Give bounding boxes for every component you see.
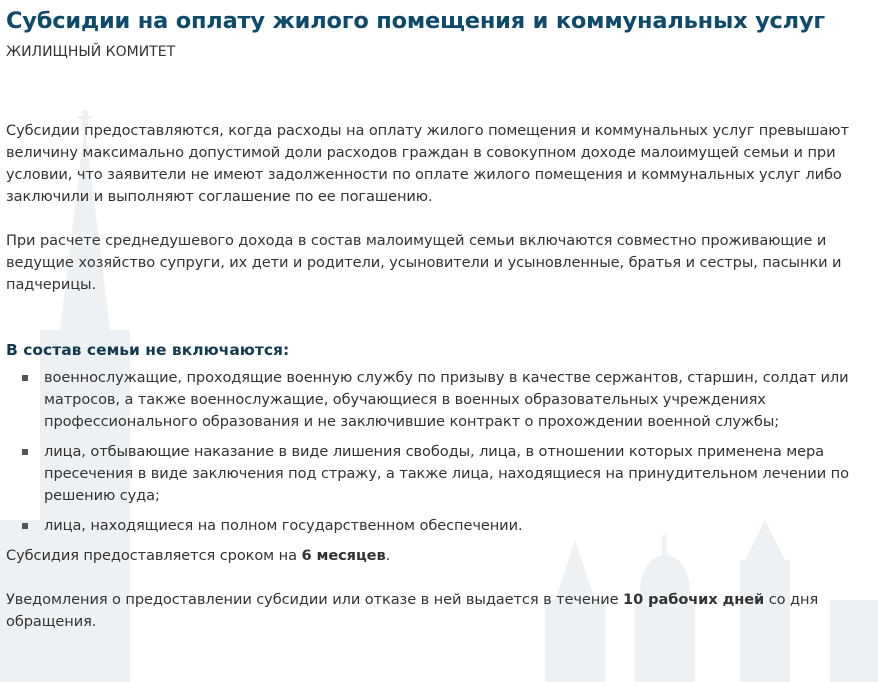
bullet-icon [22, 375, 28, 381]
list-item [44, 515, 872, 537]
paragraph-conditions: Субсидии предоставляются, когда расходы на оплату жилого помещения и коммунальных услуг превышают величину максимально допустимой доли расходов граждан в совокупном доходе малоимущей семьи и при условии, что заявители не имеют задолженности по оплате жилого помещения и коммунальных услуг либо заключили и выполняют соглашение по ее погашению. [6, 122, 849, 205]
list-item [44, 441, 872, 507]
notice-deadline: 10 рабочих дней [623, 591, 765, 608]
list-item [44, 367, 872, 433]
notice-text: Уведомления о предоставлении субсидии или отказе в ней выдается в течение [6, 591, 624, 608]
excluded-list [6, 367, 872, 537]
department-label: ЖИЛИЩНЫЙ КОМИТЕТ [6, 44, 176, 60]
page-title: Субсидии на оплату жилого помещения и коммунальных услуг [6, 8, 825, 34]
list-item-text: военнослужащие, проходящие военную службу по призыву в качестве сержантов, старшин, солдат или матросов, а также военнослужащие, обучающиеся в военных образовательных учреждениях профессионального образования и не заключившие контракт о прохождении военной службы; [44, 369, 849, 430]
excluded-heading: В состав семьи не включаются: [6, 341, 290, 359]
term-text: Субсидия предоставляется сроком на [6, 547, 302, 564]
list-item-text: лица, отбывающие наказание в виде лишения свободы, лица, в отношении которых применена мера пресечения в виде заключения под стражу, а также лица, находящиеся на принудительном лечении по решению суда; [44, 443, 849, 504]
bullet-icon [22, 523, 28, 529]
paragraph-notice [6, 589, 872, 633]
notice-end: со дня обращения. [6, 591, 819, 630]
paragraph-term [6, 545, 872, 567]
term-end: . [385, 547, 391, 564]
term-duration: 6 месяцев [301, 547, 386, 564]
list-item-text: лица, находящиеся на полном государственном обеспечении. [44, 517, 523, 534]
bullet-icon [22, 449, 28, 455]
paragraph-family-income: При расчете среднедушевого дохода в состав малоимущей семьи включаются совместно проживающие и ведущие хозяйство супруги, их дети и родители, усыновители и усыновленные, братья и сестры, пасынки и падчерицы. [6, 232, 842, 293]
